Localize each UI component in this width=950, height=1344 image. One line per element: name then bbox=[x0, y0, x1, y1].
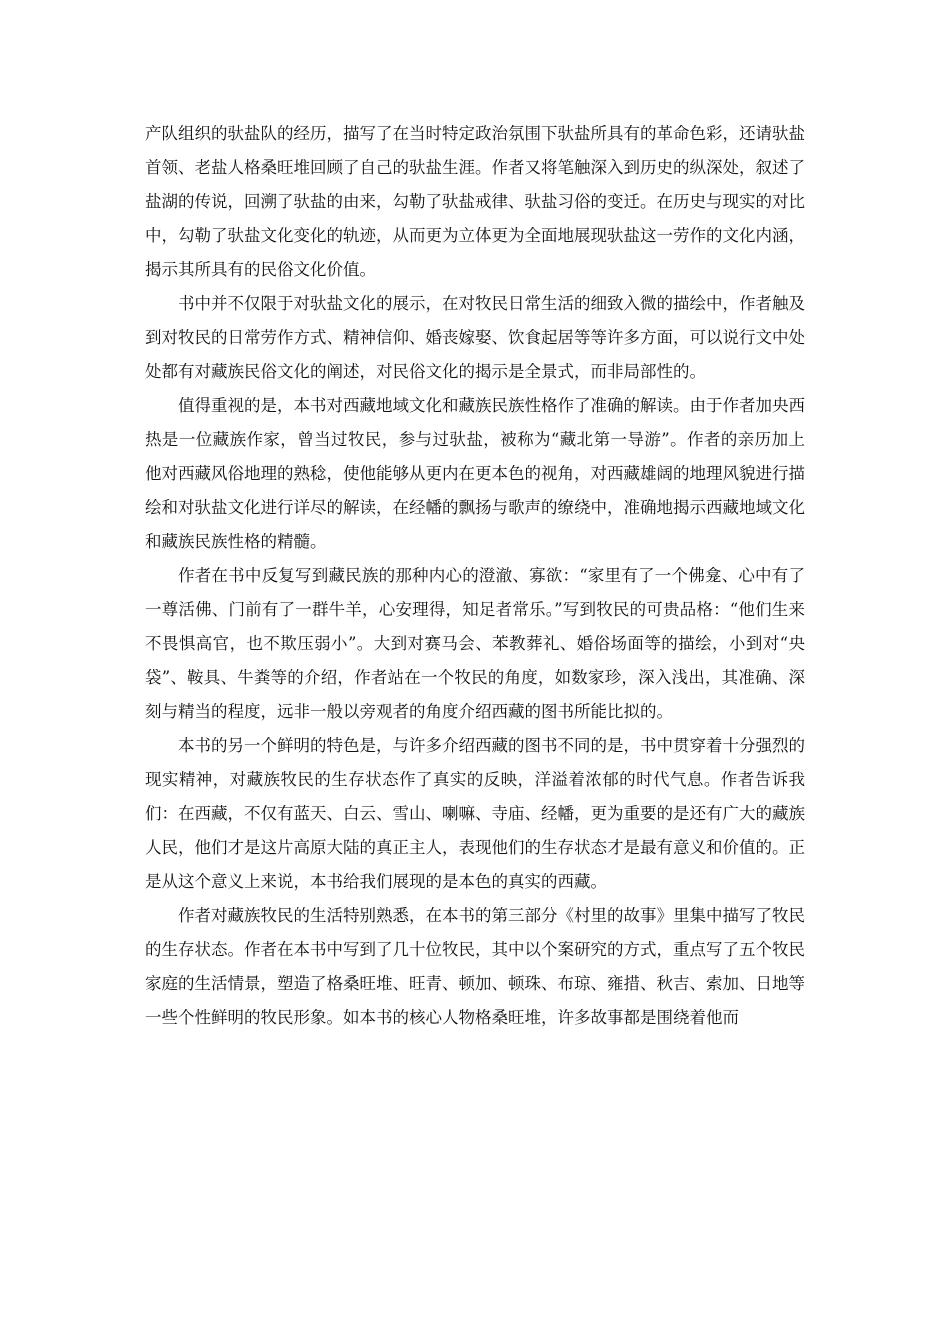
paragraph: 书中并不仅限于对驮盐文化的展示，在对牧民日常生活的细致入微的描绘中，作者触及到对牧民的日常劳作方式、精神信仰、婚丧嫁娶、饮食起居等等许多方面，可以说行文中处处都有对藏族民俗文化的阐述，对民俗文化的揭示是全景式，而非局部性的。 bbox=[145, 294, 805, 381]
paragraph: 值得重视的是，本书对西藏地域文化和藏族民族性格作了准确的解读。由于作者加央西热是一位藏族作家，曾当过牧民，参与过驮盐，被称为“藏北第一导游”。作者的亲历加上他对西藏风俗地理的熟稔，使他能够从更内在更本色的视角，对西藏雄阔的地理风貌进行描绘和对驮盐文化进行详尽的解读，在经幡的飘扬与歌声的缭绕中，准确地揭示西藏地域文化和藏族民族性格的精髓。 bbox=[145, 396, 805, 551]
paragraph-continued: 产队组织的驮盐队的经历，描写了在当时特定政治氛围下驮盐所具有的革命色彩，还请驮盐首领、老盐人格桑旺堆回顾了自己的驮盐生涯。作者又将笔触深入到历史的纵深处，叙述了盐湖的传说，回溯了驮盐的由来，勾勒了驮盐戒律、驮盐习俗的变迁。在历史与现实的对比中，勾勒了驮盐文化变化的轨迹，从而更为立体更为全面地展现驮盐这一劳作的文化内涵，揭示其所具有的民俗文化价值。 bbox=[145, 124, 805, 279]
paragraph: 作者对藏族牧民的生活特别熟悉，在本书的第三部分《村里的故事》里集中描写了牧民的生存状态。作者在本书中写到了几十位牧民，其中以个案研究的方式，重点写了五个牧民家庭的生活情景，塑造了格桑旺堆、旺青、顿加、顿珠、布琼、雍措、秋吉、索加、日地等一些个性鲜明的牧民形象。如本书的核心人物格桑旺堆，许多故事都是围绕着他而 bbox=[145, 906, 805, 1027]
document-body bbox=[145, 117, 805, 1035]
paragraph: 作者在书中反复写到藏民族的那种内心的澄澈、寡欲：“家里有了一个佛龛、心中有了一尊活佛、门前有了一群牛羊，心安理得，知足者常乐。”写到牧民的可贵品格：“他们生来不畏惧高官，也不欺压弱小”。大到对赛马会、苯教葬礼、婚俗场面等的描绘，小到对“央袋”、鞍具、牛粪等的介绍，作者站在一个牧民的角度，如数家珍，深入浅出，其准确、深刻与精当的程度，远非一般以旁观者的角度介绍西藏的图书所能比拟的。 bbox=[145, 566, 805, 721]
paragraph: 本书的另一个鲜明的特色是，与许多介绍西藏的图书不同的是，书中贯穿着十分强烈的现实精神，对藏族牧民的生存状态作了真实的反映，洋溢着浓郁的时代气息。作者告诉我们：在西藏，不仅有蓝天、白云、雪山、喇嘛、寺庙、经幡，更为重要的是还有广大的藏族人民，他们才是这片高原大陆的真正主人，表现他们的生存状态才是最有意义和价值的。正是从这个意义上来说，本书给我们展现的是本色的真实的西藏。 bbox=[145, 736, 805, 891]
